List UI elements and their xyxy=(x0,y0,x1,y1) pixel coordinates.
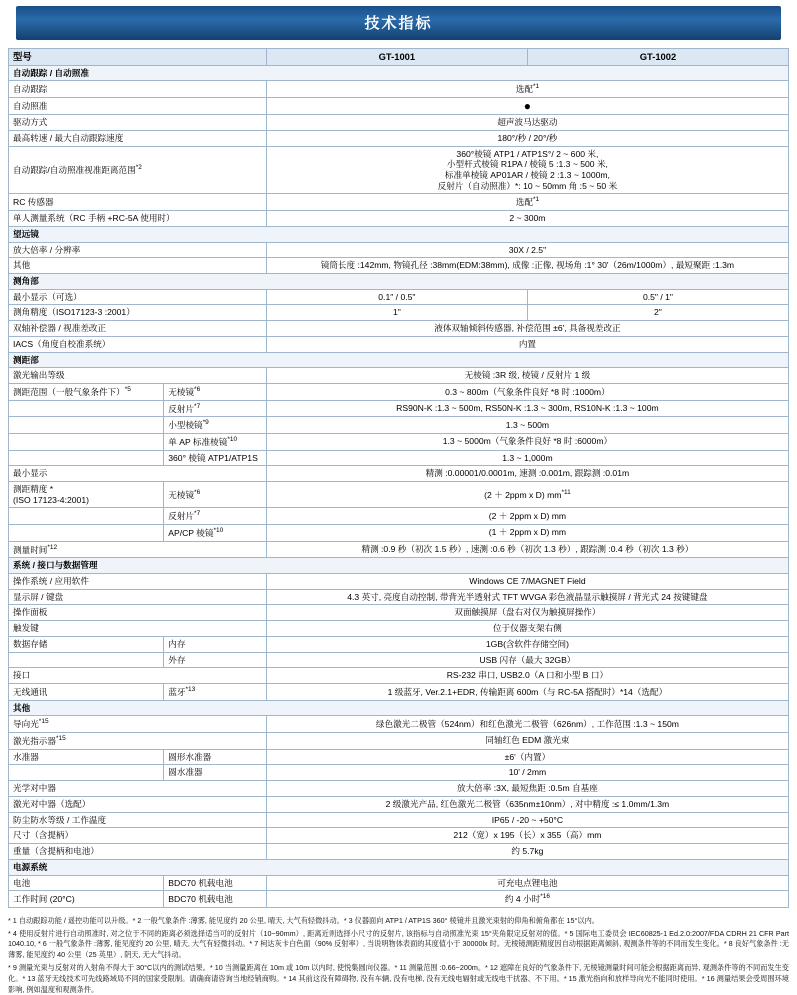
row-sublabel: BDC70 机载电池 xyxy=(164,875,267,891)
row-label xyxy=(9,400,164,417)
table-row xyxy=(9,573,789,589)
row-value: 放大倍率 :3X, 最短焦距 :0.5m 自基座 xyxy=(266,781,788,797)
row-value: 212（宽）x 195（长）x 355（高）mm xyxy=(266,828,788,844)
table-row xyxy=(9,796,789,812)
row-label: RC 传感器 xyxy=(9,194,267,211)
row-sublabel: 圆形水准器 xyxy=(164,749,267,765)
row-label xyxy=(9,525,164,542)
table-row xyxy=(9,891,789,908)
row-value: 精测 :0.00001/0.0001m, 速测 :0.001m, 跟踪测 :0.01m xyxy=(266,466,788,482)
table-row xyxy=(9,305,789,321)
table-row xyxy=(9,482,789,508)
row-label: 测距精度 * (ISO 17123-4:2001) xyxy=(9,482,164,508)
row-label xyxy=(9,765,164,781)
table-row xyxy=(9,636,789,652)
section-label: 其他 xyxy=(9,700,789,716)
section-label: 自动跟踪 / 自动照准 xyxy=(9,65,789,81)
row-label: 显示屏 / 键盘 xyxy=(9,589,267,605)
row-label: 最高转速 / 最大自动跟踪速度 xyxy=(9,130,267,146)
row-label: 其他 xyxy=(9,258,267,274)
table-row xyxy=(9,98,789,115)
specifications-table xyxy=(8,48,789,908)
footnote-line: * 9 测量光束与反射对的入射角不得大于 30°C以内的测试结果。* 10 当测量距离在 10m 或 10m 以内时, 使悦集圆向仪器。* 11 测量范围 :0.66~200m。* 12 遮障在良好的气象条件下, 无棱镜测量时间可能会根据距离而异, 观测条件等的不同而发生变化。* 13 蓝牙无线技术可先线路域局不同的国家受限制。请确商请咨询当地经销商购。* 14 其前这没有障碍物, 没有车辆, 没有电梯, 没有无线电辐射或无线电干扰器、不下用。* 15 激光指向和放样导向光不能同时使用。* 16 测量结果会受周围环境影响, 例如温度和观测条件。 xyxy=(8,963,789,994)
row-value: 同轴红色 EDM 激光束 xyxy=(266,733,788,750)
spec-sheet-page xyxy=(0,6,797,994)
header-gt1001: GT-1001 xyxy=(266,49,527,66)
row-label: 测角精度（ISO17123-3 :2001） xyxy=(9,305,267,321)
row-label: 水准器 xyxy=(9,749,164,765)
row-value: 1.3 ~ 500m xyxy=(266,417,788,434)
table-row xyxy=(9,450,789,466)
row-value: 液体双轴倾斜传感器, 补偿范围 ±6', 具备视差改正 xyxy=(266,321,788,337)
page-title: 技术指标 xyxy=(16,6,781,40)
table-row xyxy=(9,781,789,797)
table-row xyxy=(9,384,789,401)
row-sublabel: 单 AP 标准棱镜$^{*10}$ xyxy=(164,433,267,450)
table-row xyxy=(9,417,789,434)
table-row xyxy=(9,733,789,750)
section-row xyxy=(9,558,789,574)
table-row xyxy=(9,368,789,384)
row-value: 30X / 2.5" xyxy=(266,242,788,258)
row-value: 位于仪器支架右侧 xyxy=(266,621,788,637)
table-row xyxy=(9,844,789,860)
row-label: 操作面板 xyxy=(9,605,267,621)
row-label: 双轴补偿器 / 视准差改正 xyxy=(9,321,267,337)
row-value: ● xyxy=(266,98,788,115)
row-label xyxy=(9,433,164,450)
table-row xyxy=(9,433,789,450)
row-value: 4.3 英寸, 亮度自动控制, 带背光半透射式 TFT WVGA 彩色液晶显示触摸屏 / 背光式 24 按键键盘 xyxy=(266,589,788,605)
row-value: 约 4 小时$^{*16}$ xyxy=(266,891,788,908)
table-row xyxy=(9,81,789,98)
row-sublabel: 小型棱镜$^{*9}$ xyxy=(164,417,267,434)
row-label: 自动照准 xyxy=(9,98,267,115)
row-label: IACS（角度自校准系统） xyxy=(9,336,267,352)
table-row xyxy=(9,400,789,417)
row-value: 1.3 ~ 1,000m xyxy=(266,450,788,466)
header-gt1002: GT-1002 xyxy=(527,49,788,66)
row-value: (2 ＋ 2ppm x D) $mm^{*11}$ xyxy=(266,482,788,508)
row-value-gt1002: 2" xyxy=(527,305,788,321)
row-label xyxy=(9,508,164,525)
table-row xyxy=(9,589,789,605)
row-label: 电池 xyxy=(9,875,164,891)
header-model: 型号 xyxy=(9,49,267,66)
row-value-gt1001: 0.1" / 0.5" xyxy=(266,289,527,305)
row-value: 双面触摸屏（盘右对仅为触摸屏操作） xyxy=(266,605,788,621)
row-label: 数据存储 xyxy=(9,636,164,652)
row-value: 360°棱镜 ATP1 / ATP1S°/ 2 ~ 600 米, 小型杆式棱镜 R1PA / 棱镜 5 :1.3 ~ 500 米, 标准单棱镜 AP01AR / 棱镜 2 :1.3 ~ 1000m, 反射片（自动照准）*: 10 ~ 50mm 角 :5 ~ 50 米 xyxy=(266,146,788,194)
table-header-row xyxy=(9,49,789,66)
row-sublabel: 反射片$^{*7}$ xyxy=(164,400,267,417)
row-label: 最小显示 xyxy=(9,466,267,482)
row-value: 无棱镜 :3R 级, 棱镜 / 反射片 1 级 xyxy=(266,368,788,384)
section-label: 电源系统 xyxy=(9,859,789,875)
row-value: Windows CE 7/MAGNET Field xyxy=(266,573,788,589)
row-value: (2 ＋ 2ppm x D) mm xyxy=(266,508,788,525)
row-label: 激光指示器$^{*15}$ xyxy=(9,733,267,750)
row-sublabel: 反射片$^{*7}$ xyxy=(164,508,267,525)
section-row xyxy=(9,859,789,875)
row-label: 光学对中器 xyxy=(9,781,267,797)
table-row xyxy=(9,668,789,684)
row-label: 重量（含提柄和电池） xyxy=(9,844,267,860)
table-row xyxy=(9,146,789,194)
row-sublabel: 无棱镜$^{*6}$ xyxy=(164,482,267,508)
row-value: USB 闪存（最大 32GB） xyxy=(266,652,788,668)
row-value: 精测 :0.9 秒（初次 1.5 秒）, 速测 :0.6 秒（初次 1.3 秒）, 跟踪测 :0.4 秒（初次 1.3 秒） xyxy=(266,541,788,558)
table-row xyxy=(9,289,789,305)
table-row xyxy=(9,194,789,211)
row-label: 激光输出等级 xyxy=(9,368,267,384)
table-row xyxy=(9,749,789,765)
row-value: 10' / 2mm xyxy=(266,765,788,781)
section-row xyxy=(9,65,789,81)
row-value: RS90N-K :1.3 ~ 500m, RS50N-K :1.3 ~ 300m, RS10N-K :1.3 ~ 100m xyxy=(266,400,788,417)
row-value: 0.3 ~ 800m（气象条件良好 *8 时 :1000m） xyxy=(266,384,788,401)
row-value: 绿色激光二极管（524nm）和红色激光二极管（626nm）, 工作范围 :1.3 ~ 150m xyxy=(266,716,788,733)
row-sublabel: 蓝牙$^{*13}$ xyxy=(164,684,267,701)
table-row xyxy=(9,652,789,668)
table-row xyxy=(9,525,789,542)
row-value: (1 ＋ 2ppm x D) mm xyxy=(266,525,788,542)
section-row xyxy=(9,352,789,368)
table-row xyxy=(9,684,789,701)
row-value-gt1001: 1" xyxy=(266,305,527,321)
row-value: 内置 xyxy=(266,336,788,352)
row-label: 最小显示（可选） xyxy=(9,289,267,305)
footnote-line: * 1 自动跟踪功能 / 遥控功能可以升级。* 2 一般气象条件 :薄雾, 能见度约 20 公里, 晴天, 大气有轻微抖动。* 3 仪器面向 ATP1 / ATP1S 360° 棱镜并且激光束射的仰角和俯角都在 15°以内。 xyxy=(8,915,599,925)
row-label: 防尘防水等级 / 工作温度 xyxy=(9,812,267,828)
row-label: 放大倍率 / 分辨率 xyxy=(9,242,267,258)
row-value: IP65 / -20 ~ +50°C xyxy=(266,812,788,828)
row-value: 选配$^{*1}$ xyxy=(266,81,788,98)
row-sublabel: BDC70 机载电池 xyxy=(164,891,267,908)
row-label xyxy=(9,417,164,434)
table-row xyxy=(9,605,789,621)
section-label: 测角部 xyxy=(9,274,789,290)
row-label: 操作系统 / 应用软件 xyxy=(9,573,267,589)
table-row xyxy=(9,115,789,131)
row-label: 单人测量系统（RC 手柄 +RC-5A 使用时） xyxy=(9,211,267,227)
row-value: ±6'（内置） xyxy=(266,749,788,765)
row-label: 驱动方式 xyxy=(9,115,267,131)
table-row xyxy=(9,716,789,733)
table-row xyxy=(9,242,789,258)
row-value: RS-232 串口, USB2.0（A 口和小型 B 口） xyxy=(266,668,788,684)
row-sublabel: 圆水准器 xyxy=(164,765,267,781)
section-label: 望远镜 xyxy=(9,226,789,242)
row-label: 自动跟踪/自动照准视准距离范围$^{*2}$ xyxy=(9,146,267,194)
row-value: 180°/秒 / 20°/秒 xyxy=(266,130,788,146)
row-label: 接口 xyxy=(9,668,267,684)
row-label: 测距范围（一般气象条件下）$^{*5}$ xyxy=(9,384,164,401)
section-label: 系统 / 接口与数据管理 xyxy=(9,558,789,574)
row-label: 触发键 xyxy=(9,621,267,637)
row-value: 超声波马达驱动 xyxy=(266,115,788,131)
row-sublabel: 外存 xyxy=(164,652,267,668)
row-sublabel: 内存 xyxy=(164,636,267,652)
table-row xyxy=(9,336,789,352)
row-value: 1 级蓝牙, Ver.2.1+EDR, 传输距离 600m（与 RC-5A 搭配时）*14（选配） xyxy=(266,684,788,701)
section-label: 测距部 xyxy=(9,352,789,368)
section-row xyxy=(9,226,789,242)
section-row xyxy=(9,700,789,716)
table-row xyxy=(9,828,789,844)
table-row xyxy=(9,875,789,891)
row-value-gt1002: 0.5" / 1" xyxy=(527,289,788,305)
table-row xyxy=(9,508,789,525)
row-value: 镜筒长度 :142mm, 物镜孔径 :38mm(EDM:38mm), 成像 :正像, 视场角 :1° 30'（26m/1000m）, 最短聚距 :1.3m xyxy=(266,258,788,274)
row-label: 自动跟踪 xyxy=(9,81,267,98)
row-value: 选配$^{*1}$ xyxy=(266,194,788,211)
table-row xyxy=(9,321,789,337)
table-row xyxy=(9,211,789,227)
row-sublabel: 360° 棱镜 ATP1/ATP1S xyxy=(164,450,267,466)
table-row xyxy=(9,130,789,146)
row-label: 导向光$^{*15}$ xyxy=(9,716,267,733)
row-value: 1GB(含软件存储空间) xyxy=(266,636,788,652)
table-row xyxy=(9,812,789,828)
table-row xyxy=(9,621,789,637)
table-row xyxy=(9,541,789,558)
footnotes xyxy=(8,916,789,995)
row-value: 约 5.7kg xyxy=(266,844,788,860)
row-label: 尺寸（含提柄） xyxy=(9,828,267,844)
row-value: 2 级激光产品, 红色激光二极管（635nm±10nm）, 对中精度 :≤ 1.0mm/1.3m xyxy=(266,796,788,812)
row-label: 无线通讯 xyxy=(9,684,164,701)
table-row xyxy=(9,258,789,274)
footnote-line: * 4 使用反射片进行自动照准时, 对之位于不同的距离必须选择适当可的反射片（10~90mm）, 距离近则选择小尺寸的反射片, 该指标与自动照准光束 15°夹角限定反射对的值。* 5 国际电工委员会 IEC60825-1 Ed.2.0:2007/FDA CDRH 21 CFR Part 1040.10, * 6 一般气象条件 :薄雾, 能见度约 20 公里, 晴天, 大气有轻微抖动。* 7 柯达灰卡白色面（90% 反射率）, 当说明物体表面的其度值小于 30000lx 时。无棱镜测距精度因自动根据距离倾斜, 观测条件等的不同而发生变化。* 8 良好气象条件 :无薄雾, 能见度约 40 公里（25 英里）, 阴天, 无大气抖动。 xyxy=(8,928,789,960)
row-sublabel: 无棱镜$^{*6}$ xyxy=(164,384,267,401)
row-label xyxy=(9,450,164,466)
row-label: 工作时间 (20°C) xyxy=(9,891,164,908)
row-label xyxy=(9,652,164,668)
table-row xyxy=(9,466,789,482)
row-label: 测量时间$^{*12}$ xyxy=(9,541,267,558)
section-row xyxy=(9,274,789,290)
table-row xyxy=(9,765,789,781)
row-value: 可充电点锂电池 xyxy=(266,875,788,891)
row-sublabel: AP/CP 棱镜$^{*10}$ xyxy=(164,525,267,542)
row-value: 2 ~ 300m xyxy=(266,211,788,227)
row-label: 激光对中器（选配） xyxy=(9,796,267,812)
row-value: 1.3 ~ 5000m（气象条件良好 *8 时 :6000m） xyxy=(266,433,788,450)
